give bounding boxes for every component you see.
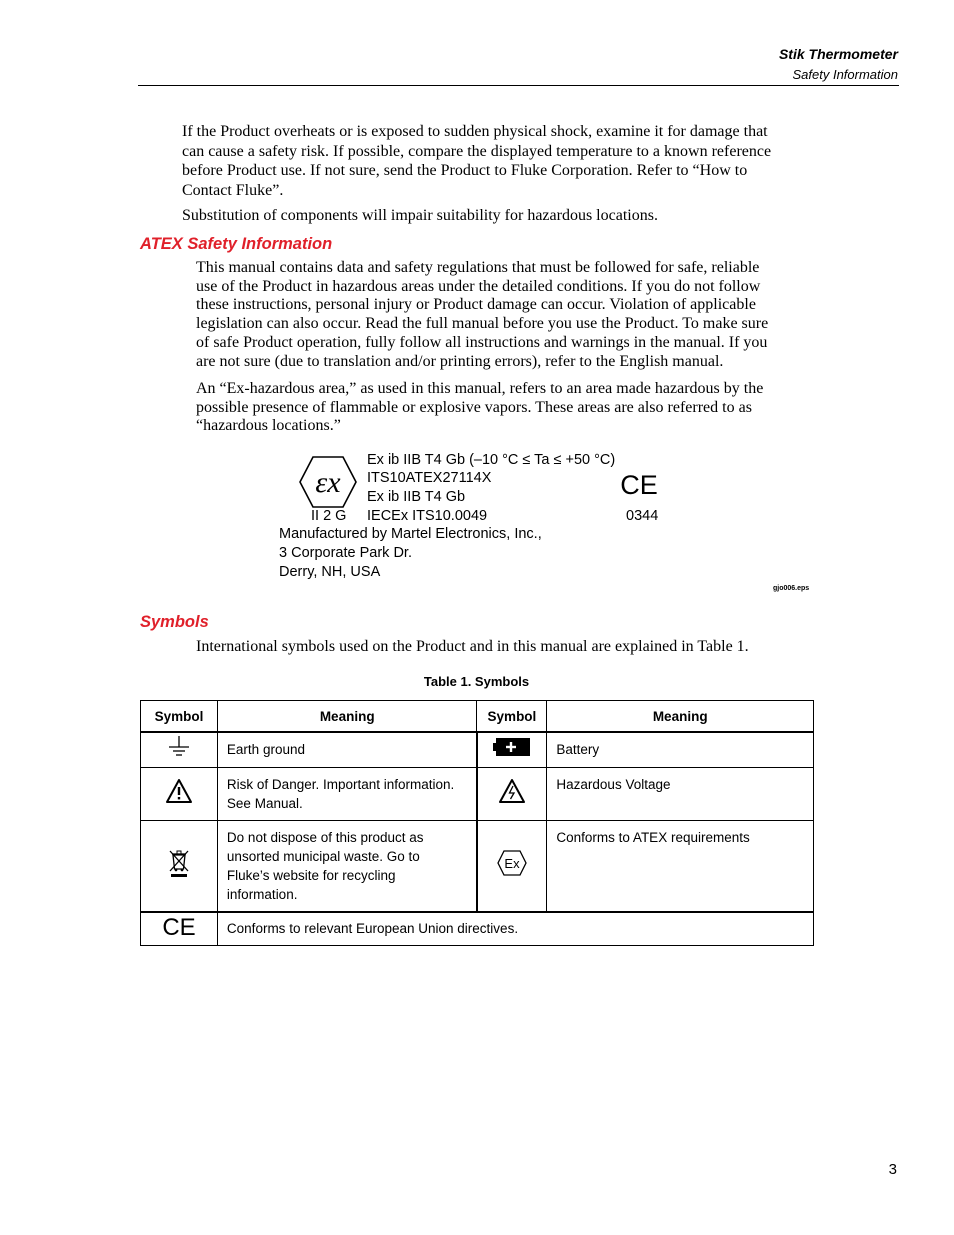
earth-ground-icon: [167, 734, 191, 760]
weee-bin-icon: [167, 848, 191, 878]
figure-file-reference: gjo006.eps: [773, 585, 810, 592]
ce-mark-text: CE: [620, 470, 658, 500]
text-line: If the Product overheats or is exposed to sudden physical shock, examine it for damage that: [182, 123, 768, 140]
hazardous-voltage-icon: [498, 778, 526, 804]
atex-certificate-number: ITS10ATEX27114X: [367, 470, 492, 486]
text-line: information.: [226, 886, 298, 902]
symbol-cell: [141, 732, 218, 767]
atex-heading: ATEX Safety Information: [140, 235, 333, 253]
text-line: Fluke’s website for recycling: [226, 867, 396, 883]
atex-ex-logo-text: εx: [315, 466, 341, 499]
symbol-cell: [141, 912, 218, 946]
ce-mark-icon: [162, 913, 196, 942]
text-line: Contact Fluke”.: [182, 181, 284, 199]
text-line: Do not dispose of this product as: [226, 829, 424, 845]
symbol-cell: [477, 732, 547, 767]
equipment-group: II 2 G: [311, 508, 347, 524]
manufacturer-line-2: 3 Corporate Park Dr.: [279, 545, 412, 561]
meaning-cell: [217, 820, 477, 912]
text-line: An “Ex-hazardous area,” as used in this manual, refers to an area made hazardous by the: [196, 380, 764, 397]
page-number: 3: [888, 1161, 897, 1178]
symbol-cell: [141, 820, 218, 912]
intro-paragraph-2: Substitution of components will impair suitability for hazardous locations.: [182, 207, 658, 224]
text-line: use of the Product in hazardous areas under the detailed conditions. If you do not follow: [196, 277, 761, 295]
table-row: [141, 912, 814, 946]
header-subtitle: Safety Information: [792, 67, 898, 82]
text-line: “hazardous locations.”: [196, 417, 341, 435]
column-header-meaning: Meaning: [547, 701, 814, 733]
atex-ex-logo-icon: [298, 455, 358, 509]
meaning-cell: Hazardous Voltage: [547, 767, 814, 820]
meaning-cell: [217, 767, 477, 820]
meaning-cell: Earth ground: [217, 732, 477, 767]
atex-paragraph-2: [196, 380, 763, 436]
atex-ex-icon: [496, 849, 528, 877]
manufacturer-line-1: Manufactured by Martel Electronics, Inc.,: [279, 526, 542, 542]
text-line: unsorted municipal waste. Go to: [226, 848, 420, 864]
text-line: are not sure (due to translation and/or printing errors), refer to the English manual.: [196, 352, 724, 370]
meaning-cell: Conforms to ATEX requirements: [547, 820, 814, 912]
table-row: [141, 820, 814, 912]
symbol-cell: [141, 767, 218, 820]
intro-paragraph-1: [182, 122, 771, 200]
text-line: This manual contains data and safety regulations that must be followed for safe, reliable: [196, 259, 760, 276]
manufacturer-line-3: Derry, NH, USA: [279, 564, 381, 580]
notified-body-number: 0344: [626, 508, 659, 524]
iecex-certificate-number: IECEx ITS10.0049: [367, 508, 488, 524]
table-row: [141, 732, 814, 767]
text-line: See Manual.: [226, 795, 303, 811]
battery-icon: [492, 736, 532, 758]
text-line: these instructions, personal injury or Product damage can occur. Violation of applicable: [196, 296, 756, 314]
table-caption: Table 1. Symbols: [423, 674, 530, 689]
text-line: before Product use. If not sure, send the Product to Fluke Corporation. Refer to “How to: [182, 162, 748, 179]
symbols-heading: Symbols: [140, 613, 209, 631]
symbols-table: [140, 700, 814, 946]
table-row: [141, 767, 814, 820]
meaning-cell: Battery: [547, 732, 814, 767]
atex-ex-icon-text: Ex: [504, 856, 520, 871]
header-title: Stik Thermometer: [778, 46, 898, 62]
symbol-cell: [477, 767, 547, 820]
column-header-meaning: Meaning: [217, 701, 477, 733]
atex-marking-line-1: Ex ib IIB T4 Gb (–10 °C ≤ Ta ≤ +50 °C): [367, 452, 616, 468]
text-line: possible presence of flammable or explosive vapors. These areas are also referred to as: [196, 398, 752, 416]
atex-paragraph-1: [196, 259, 768, 371]
table-header-row: [141, 701, 814, 733]
text-line: Risk of Danger. Important information.: [226, 776, 455, 792]
text-line: legislation can also occur. Read the full manual before you use the Product. To make sure: [196, 315, 769, 333]
ce-mark-text: CE: [162, 914, 196, 942]
column-header-symbol: Symbol: [141, 701, 218, 733]
warning-triangle-icon: [165, 778, 193, 804]
symbols-intro: International symbols used on the Product and in this manual are explained in Table 1.: [196, 638, 749, 655]
column-header-symbol: Symbol: [477, 701, 547, 733]
atex-marking-line-3: Ex ib IIB T4 Gb: [367, 489, 466, 505]
ce-mark-icon: [620, 470, 658, 500]
text-line: can cause a safety risk. If possible, compare the displayed temperature to a known reference: [182, 142, 772, 160]
symbol-cell: [477, 820, 547, 912]
meaning-cell: Conforms to relevant European Union directives.: [217, 912, 813, 946]
header-rule: [138, 85, 899, 86]
text-line: of safe Product operation, fully follow all instructions and warnings in the manual. If you: [196, 333, 768, 351]
